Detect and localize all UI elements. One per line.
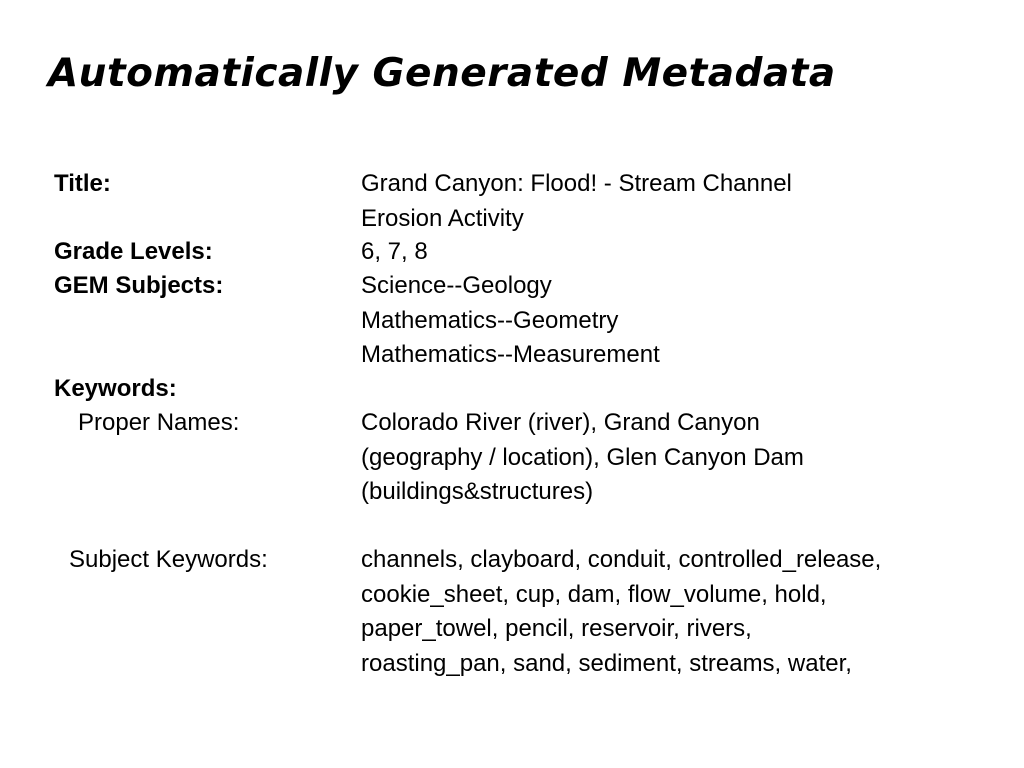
grade-levels-label: Grade Levels:	[54, 238, 213, 265]
title-value-line: Grand Canyon: Flood! - Stream Channel	[361, 170, 792, 197]
subject-keywords-line: channels, clayboard, conduit, controlled_release,	[361, 546, 882, 573]
proper-names-label: Proper Names:	[78, 409, 240, 436]
slide-title: Automatically Generated Metadata	[48, 51, 836, 96]
subject-keywords-label: Subject Keywords:	[69, 546, 268, 573]
grade-levels-value	[361, 235, 1001, 270]
keywords-label: Keywords:	[54, 375, 177, 402]
proper-names-value	[361, 406, 1001, 510]
grade-levels-value-line: 6, 7, 8	[361, 238, 428, 265]
gem-subjects-value	[361, 269, 1001, 373]
subject-keywords-value	[361, 543, 1001, 681]
proper-names-line: (buildings&structures)	[361, 478, 594, 505]
subject-keywords-line: cookie_sheet, cup, dam, flow_volume, hold,	[361, 580, 827, 608]
proper-names-line: (geography / location), Glen Canyon Dam	[361, 443, 804, 471]
gem-subject-line: Mathematics--Geometry	[361, 306, 619, 334]
gem-subject-line: Mathematics--Measurement	[361, 341, 660, 368]
title-value	[361, 167, 1001, 236]
title-value-line: Erosion Activity	[361, 204, 524, 232]
gem-subjects-label: GEM Subjects:	[54, 272, 224, 299]
proper-names-line: Colorado River (river), Grand Canyon	[361, 409, 760, 436]
subject-keywords-line: paper_towel, pencil, reservoir, rivers,	[361, 615, 752, 642]
title-label: Title:	[54, 170, 111, 197]
gem-subject-line: Science--Geology	[361, 272, 552, 299]
subject-keywords-line: roasting_pan, sand, sediment, streams, water,	[361, 649, 852, 677]
